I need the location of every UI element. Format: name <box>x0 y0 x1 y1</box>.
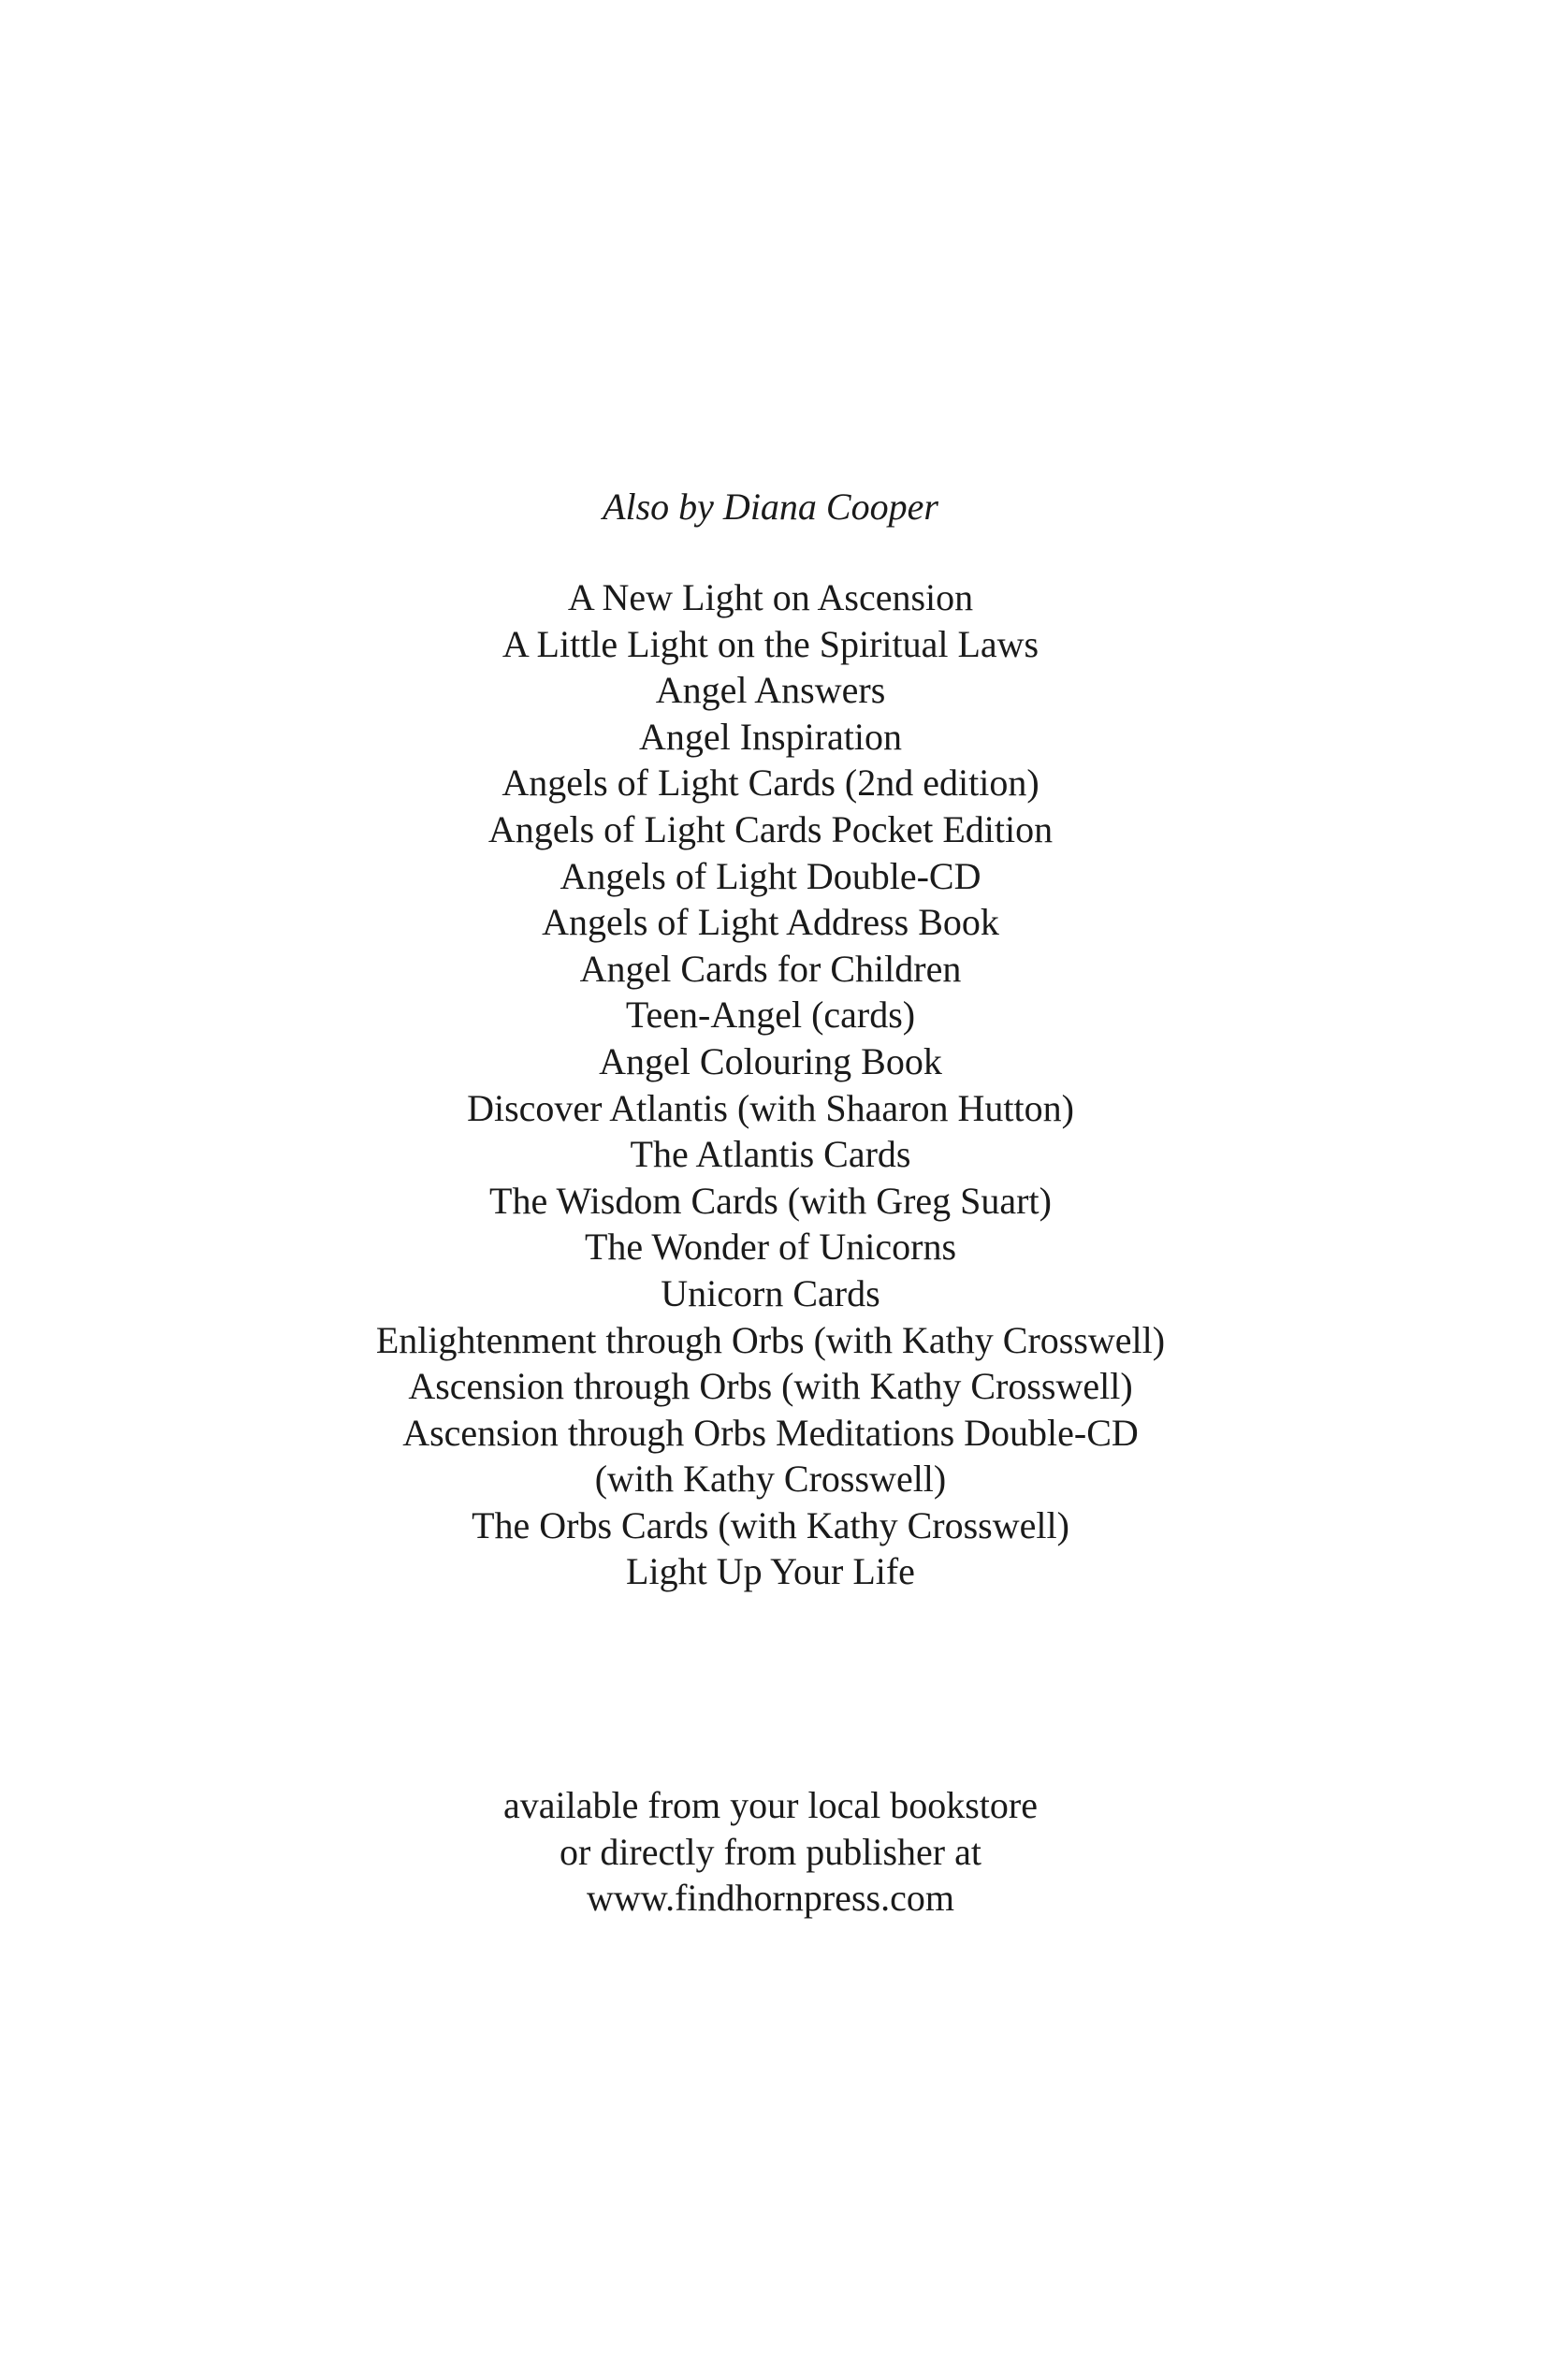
book-title: The Orbs Cards (with Kathy Crosswell) <box>472 1503 1069 1546</box>
book-title: Ascension through Orbs (with Kathy Crosswell) <box>408 1365 1133 1408</box>
book-title: Enlightenment through Orbs (with Kathy Crosswell) <box>375 1318 1166 1361</box>
book-title: Light Up Your Life <box>626 1550 915 1593</box>
publisher-website: www.findhornpress.com <box>587 1877 954 1920</box>
availability-line: or directly from publisher at <box>560 1830 981 1873</box>
book-title: The Wonder of Unicorns <box>584 1226 957 1269</box>
book-title: Angel Answers <box>655 669 886 712</box>
book-title: Ascension through Orbs Meditations Double-CD <box>402 1411 1139 1454</box>
book-title: Discover Atlantis (with Shaaron Hutton) <box>467 1086 1074 1129</box>
book-title: Angel Cards for Children <box>579 947 962 990</box>
also-by-heading: Also by Diana Cooper <box>603 486 938 528</box>
book-title: A Little Light on the Spiritual Laws <box>502 622 1039 665</box>
book-title: Angel Inspiration <box>638 715 903 758</box>
book-title: Angels of Light Cards Pocket Edition <box>487 807 1054 850</box>
book-title: Teen-Angel (cards) <box>625 994 916 1037</box>
book-list <box>0 574 1541 1595</box>
book-title: A New Light on Ascension <box>567 576 974 618</box>
book-title: Angel Colouring Book <box>599 1039 942 1082</box>
availability-line: available from your local bookstore <box>503 1784 1038 1826</box>
book-title: Angels of Light Address Book <box>542 901 999 944</box>
book-title: The Wisdom Cards (with Greg Suart) <box>489 1179 1052 1222</box>
availability-note <box>0 1782 1541 1922</box>
book-title: Angels of Light Cards (2nd edition) <box>502 762 1039 805</box>
book-title: Unicorn Cards <box>661 1271 880 1314</box>
book-title-continuation: (with Kathy Crosswell) <box>594 1458 947 1501</box>
book-title: Angels of Light Double-CD <box>560 854 981 897</box>
book-title: The Atlantis Cards <box>630 1133 911 1176</box>
